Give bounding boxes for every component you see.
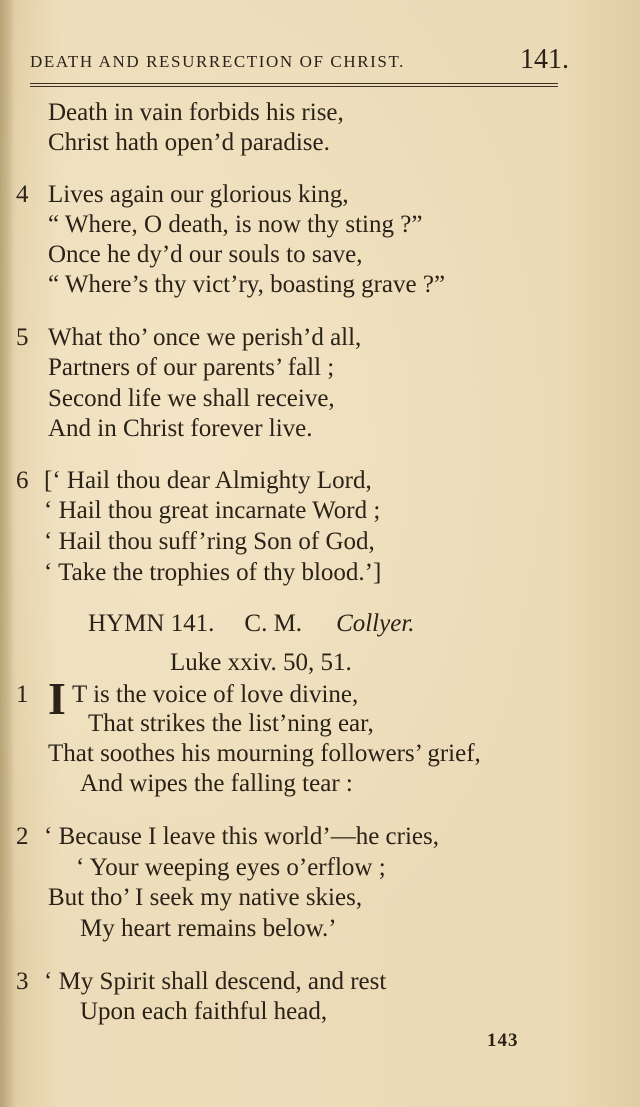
scripture-reference: Luke xxiv. 50, 51. — [170, 649, 352, 676]
stanza-number-3: 3 — [16, 968, 29, 995]
verse-6-line-4: ‘ Take the trophies of thy blood.’] — [44, 559, 382, 586]
stanza-number-1: 1 — [16, 681, 29, 708]
continuation-line-1: Death in vain forbids his rise, — [48, 99, 344, 126]
verse-5-line-3: Second life we shall receive, — [48, 385, 335, 412]
running-head — [30, 44, 575, 80]
stanza-3-line-2: Upon each faithful head, — [80, 998, 328, 1025]
stanza-2-line-4: My heart remains below.’ — [80, 915, 337, 942]
verse-number-4: 4 — [16, 181, 29, 208]
drop-cap: I — [48, 673, 66, 724]
stanza-number-2: 2 — [16, 823, 29, 850]
stanza-1-line-4: And wipes the falling tear : — [80, 770, 353, 797]
verse-5-line-2: Partners of our parents’ fall ; — [48, 354, 335, 381]
hymn-title: HYMN 141. — [88, 610, 215, 637]
verse-number-5: 5 — [16, 324, 29, 351]
stanza-2-line-2: ‘ Your weeping eyes o’erflow ; — [76, 854, 386, 881]
stanza-3-line-1: ‘ My Spirit shall descend, and rest — [44, 968, 387, 995]
verse-number-6: 6 — [16, 467, 29, 494]
signature-mark: 143 — [487, 1030, 519, 1051]
running-title: DEATH AND RESURRECTION OF CHRIST. — [30, 52, 406, 71]
stanza-2-line-1: ‘ Because I leave this world’—he cries, — [44, 823, 439, 850]
hymn-author: Collyer. — [336, 610, 415, 637]
verse-4-line-4: “ Where’s thy vict’ry, boasting grave ?” — [48, 271, 446, 298]
verse-4-line-1: Lives again our glorious king, — [48, 181, 349, 208]
page-gutter-shadow — [0, 0, 14, 1107]
verse-4-line-3: Once he dy’d our souls to save, — [48, 241, 363, 268]
continuation-line-2: Christ hath open’d paradise. — [48, 129, 330, 156]
stanza-1-line-1: T is the voice of love divine, — [72, 681, 359, 708]
verse-4-line-2: “ Where, O death, is now thy sting ?” — [48, 211, 423, 238]
stanza-1-line-2: That strikes the list’ning ear, — [88, 710, 374, 737]
verse-5-line-4: And in Christ forever live. — [48, 415, 313, 442]
hymn-meter: C. M. — [244, 610, 303, 637]
verse-6-line-1: [‘ Hail thou dear Almighty Lord, — [44, 467, 372, 494]
page-number: 141. — [520, 44, 569, 75]
verse-5-line-1: What tho’ once we perish’d all, — [48, 324, 362, 351]
stanza-2-line-3: But tho’ I seek my native skies, — [48, 884, 363, 911]
verse-6-line-2: ‘ Hail thou great incarnate Word ; — [44, 497, 381, 524]
hymn-heading — [88, 610, 415, 638]
verse-6-line-3: ‘ Hail thou suff’ring Son of God, — [44, 528, 375, 555]
stanza-1-line-3: That soothes his mourning followers’ grief, — [48, 740, 481, 767]
header-rule — [30, 83, 558, 87]
